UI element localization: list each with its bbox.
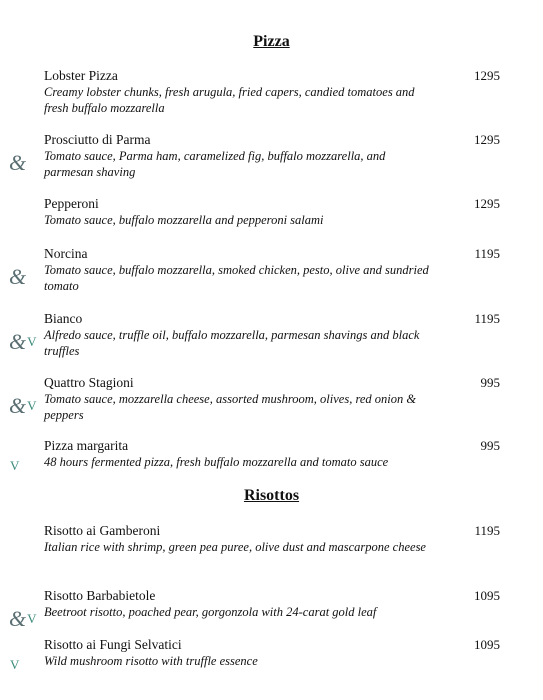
chef-special-icon: &	[9, 329, 27, 354]
menu-item-description: 48 hours fermented pizza, fresh buffalo mozzarella and tomato sauce	[44, 455, 389, 469]
dietary-marks	[9, 331, 37, 353]
menu-item-price: 1295	[474, 68, 500, 83]
menu-item-price: 1095	[474, 588, 500, 603]
vegetarian-icon: V	[10, 458, 20, 473]
vegetarian-icon: V	[27, 611, 37, 626]
menu-item-price: 995	[480, 438, 500, 453]
dietary-marks	[9, 657, 19, 673]
menu-item-name: Prosciutto di Parma	[44, 132, 151, 147]
menu-item-price: 1195	[474, 246, 500, 261]
menu-item-description: Beetroot risotto, poached pear, gorgonzola with 24-carat gold leaf	[44, 605, 377, 619]
vegetarian-icon: V	[27, 334, 37, 349]
dietary-marks	[9, 458, 19, 474]
menu-item-description: Alfredo sauce, truffle oil, buffalo mozzarella, parmesan shavings and black truffles	[44, 328, 420, 358]
menu-item-price: 1195	[474, 311, 500, 326]
menu-item-description: Tomato sauce, mozzarella cheese, assorted mushroom, olives, red onion & peppers	[44, 392, 417, 422]
menu-item-name: Risotto Barbabietole	[44, 588, 156, 603]
chef-special-icon: &	[9, 264, 27, 289]
section-title-risottos: Risottos	[243, 487, 300, 504]
menu-item-price: 995	[480, 375, 500, 390]
dietary-marks	[9, 608, 37, 630]
menu-item-name: Quattro Stagioni	[44, 375, 134, 390]
menu-item-description: Wild mushroom risotto with truffle essence	[44, 654, 258, 668]
menu-item-description: Creamy lobster chunks, fresh arugula, fried capers, candied tomatoes and fresh buffalo mozzarella	[44, 85, 415, 115]
menu-item-name: Pizza margarita	[44, 438, 129, 453]
menu-item-price: 1295	[474, 132, 500, 147]
menu-item-name: Norcina	[44, 246, 88, 261]
chef-special-icon: &	[9, 150, 27, 175]
menu-item-name: Lobster Pizza	[44, 68, 118, 83]
menu-item-price: 1195	[474, 523, 500, 538]
menu-item-description: Tomato sauce, Parma ham, caramelized fig, buffalo mozzarella, and parmesan shaving	[44, 149, 386, 179]
menu-item-name: Bianco	[44, 311, 83, 326]
menu-item-name: Risotto ai Fungi Selvatici	[44, 637, 182, 652]
dietary-marks	[9, 152, 26, 174]
section-title-pizza: Pizza	[253, 33, 290, 50]
menu-item-description: Italian rice with shrimp, green pea puree, olive dust and mascarpone cheese	[44, 540, 426, 554]
chef-special-icon: &	[9, 393, 27, 418]
chef-special-icon: &	[9, 606, 27, 631]
vegetarian-icon: V	[10, 657, 20, 672]
menu-item-price: 1095	[474, 637, 500, 652]
menu-item-name: Pepperoni	[44, 196, 99, 211]
menu-item-description: Tomato sauce, buffalo mozzarella and pepperoni salami	[44, 213, 324, 227]
menu-item-description: Tomato sauce, buffalo mozzarella, smoked chicken, pesto, olive and sundried tomato	[44, 263, 429, 293]
menu-item-name: Risotto ai Gamberoni	[44, 523, 161, 538]
vegetarian-icon: V	[27, 398, 37, 413]
menu-item-price: 1295	[474, 196, 500, 211]
dietary-marks	[9, 266, 26, 288]
dietary-marks	[9, 395, 37, 417]
